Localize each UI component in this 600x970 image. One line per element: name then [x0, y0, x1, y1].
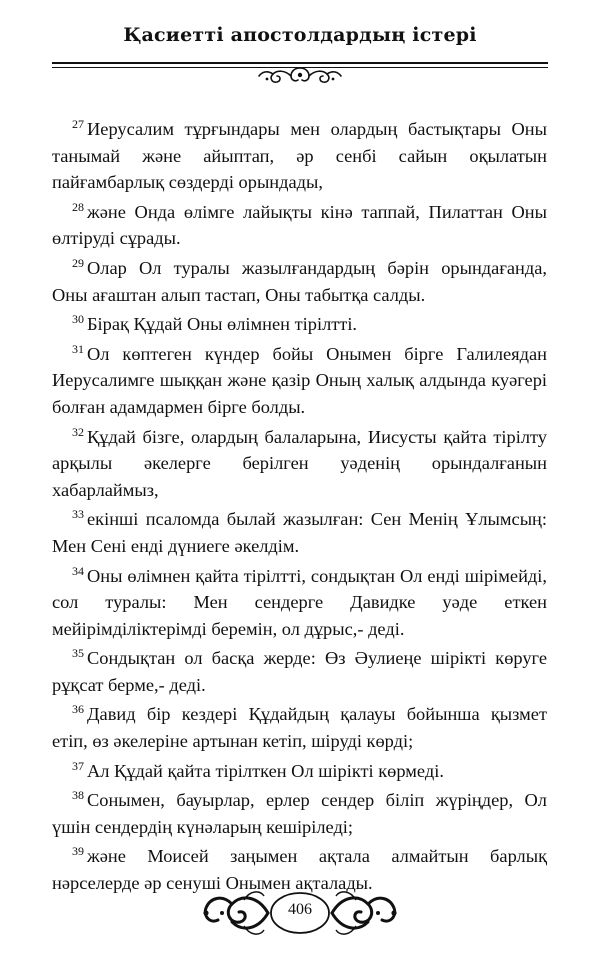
- verse-text: Бірақ Құдай Оны өлімнен тірілтті.: [87, 314, 358, 335]
- verse-number: 28: [72, 199, 84, 214]
- verse-31: [52, 341, 547, 421]
- verse-number: 39: [72, 844, 84, 859]
- verse-34: [52, 563, 547, 643]
- verse-33: [52, 506, 547, 559]
- verse-text: екінші псаломда былай жазылған: Сен Менің Ұлымсың: Мен Сені енді дүниеге әкелдім.: [52, 509, 547, 556]
- verse-32: [52, 424, 547, 504]
- verse-text: Оны өлімнен қайта тірілтті, сондықтан Ол енді шірімейді, сол туралы: Мен сендерге Давидке уәде еткен мейірімділіктерімді беремін, ол дұрыс,- деді.: [52, 565, 547, 639]
- verse-number: 38: [72, 788, 84, 803]
- page-number: 406: [288, 901, 312, 918]
- verse-text: Сондықтан ол басқа жерде: Өз Әулиеңе шірікті көруге рұқсат берме,- деді.: [52, 648, 547, 695]
- verse-text: Сонымен, бауырлар, ерлер сендер біліп жүріңдер, Ол үшін сендердің күнәларың кешіріледі;: [52, 790, 547, 837]
- running-head-title: Қасиетті апостолдардың істері: [123, 24, 477, 46]
- header-ornament-icon: [255, 64, 345, 88]
- verse-36: [52, 701, 547, 754]
- verse-number: 27: [72, 117, 84, 131]
- verse-number: 36: [72, 702, 84, 717]
- verse-text: Давид бір кездері Құдайдың қалауы бойынша қызмет етіп, өз әкелеріне артынан кетіп, шіруді көрді;: [52, 704, 547, 752]
- verse-number: 33: [72, 507, 84, 522]
- verse-number: 31: [72, 341, 84, 356]
- verse-number: 30: [72, 312, 84, 327]
- verse-text: Олар Ол туралы жазылғандардың бәрін орындағанда, Оны ағаштан алып тастап, Оны табытқа салды.: [52, 257, 547, 305]
- verse-28: [52, 199, 547, 252]
- verse-text: және Моисей заңымен ақтала алмайтын барлық нәрселерде әр сенуші Онымен ақталады.: [52, 846, 547, 894]
- verse-text: және Онда өлімге лайықты кінә таппай, Пилаттан Оны өлтіруді сұрады.: [52, 201, 547, 249]
- verse-number: 32: [72, 424, 84, 439]
- verse-27: [52, 116, 547, 196]
- verse-number: 35: [72, 646, 84, 661]
- chapter-text: [52, 116, 547, 900]
- verse-number: 37: [72, 758, 84, 773]
- verse-38: [52, 787, 547, 840]
- verse-text: Құдай бізге, олардың балаларына, Иисусты қайта тірілту арқылы әкелерге берілген уәденің орындалғанын хабарлаймыз,: [52, 426, 547, 500]
- verse-35: [52, 645, 547, 698]
- verse-number: 34: [72, 563, 84, 578]
- verse-37: [52, 758, 547, 785]
- verse-number: 29: [72, 255, 84, 270]
- verse-29: [52, 255, 547, 308]
- verse-text: Ол көптеген күндер бойы Онымен бірге Галилеядан Иерусалимге шыққан және қазір Оның халық алдында куәгері болған адамдармен бірге болды.: [52, 343, 547, 417]
- verse-text: Иерусалим тұрғындары мен олардың бастықтары Оны танымай және айыптап, әр сенбі сайын оқылатын пайғамбарлық сөздерді орындады,: [52, 119, 547, 193]
- verse-text: Ал Құдай қайта тірілткен Ол шірікті көрмеді.: [87, 760, 444, 781]
- verse-30: [52, 311, 547, 338]
